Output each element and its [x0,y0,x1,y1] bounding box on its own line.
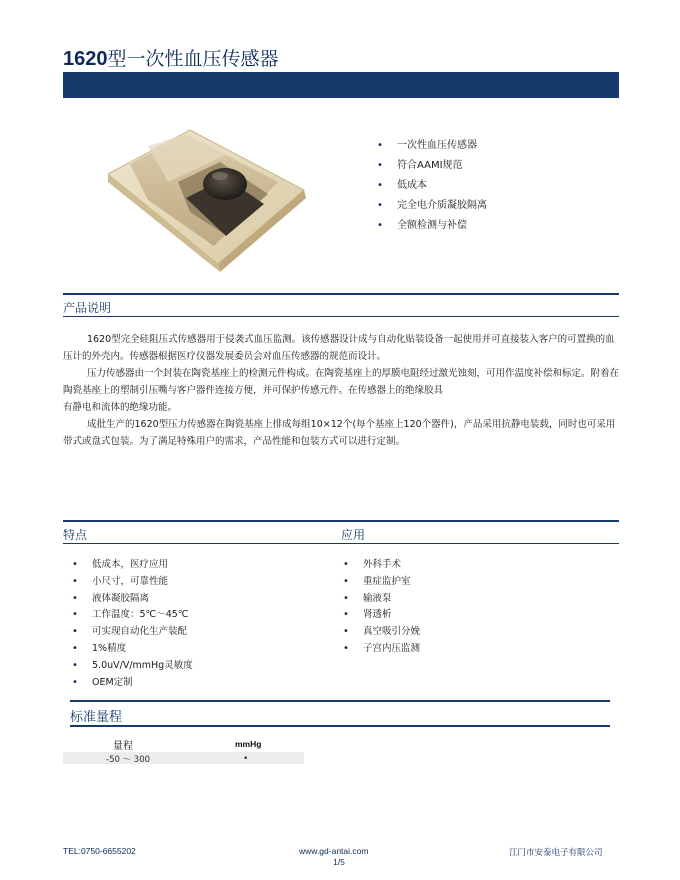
list-item: • 小尺寸，可靠性能 [70,574,193,591]
bullet-icon: • [343,609,349,621]
section-underline [70,725,610,727]
list-item: • 低成本 [375,176,487,196]
bullet-icon: • [343,642,349,654]
section-rule [63,520,619,522]
list-item: • 可实现自动化生产装配 [70,624,193,641]
list-item: • 肾透析 [341,607,420,624]
footer-tel: TEL:0750-6655202 [63,846,136,856]
list-item: • 完全电介质凝胶隔离 [375,196,487,216]
list-item: • 输液泵 [341,591,420,608]
product-photo [108,112,308,274]
description-body [63,331,619,450]
bullet-icon: • [343,626,349,638]
page-number: 1/5 [333,857,345,867]
footer-company: 江门市安泰电子有限公司 [509,848,603,858]
bullet-icon: • [72,642,78,654]
description-paragraph: 1620型完全硅阻压式传感器用于侵袭式血压监测。该传感器设计成与自动化贴装设备一起使用并可直接装入客户的可置换的血压计的外壳内。传感器根据医疗仪器发展委员会对血压传感器的规范而设计。 [63,334,615,362]
title-number: 1620 [63,48,108,70]
bullet-icon: • [72,676,78,688]
list-item: • 低成本，医疗应用 [70,557,193,574]
range-mark: • [243,754,249,764]
title-banner-bar [63,72,619,98]
features-list [70,557,193,691]
bullet-icon: • [377,140,383,151]
bullet-icon: • [72,559,78,570]
bullet-icon: • [343,575,349,587]
bullet-icon: • [72,592,78,604]
bullet-icon: • [72,609,78,621]
features-heading: 特点 [63,528,88,542]
list-item: • 1%精度 [70,641,193,658]
list-item: • 液体凝胶隔离 [70,591,193,608]
section-underline [63,543,619,544]
page-title [63,44,279,71]
list-item: • 工作温度：5℃～45℃ [70,607,193,624]
table-row [63,752,304,764]
bullet-icon: • [377,220,383,231]
list-item: • 符合AAMI规范 [375,156,487,176]
list-item: • 5.0uV/V/mmHg灵敏度 [70,658,193,675]
section-rule [63,293,619,295]
list-item: • 一次性血压传感器 [375,136,487,156]
bullet-icon: • [377,160,383,171]
top-bullet-list [375,136,487,236]
applications-heading: 应用 [341,528,366,542]
range-column-header: 量程 [113,741,133,752]
section-underline [63,316,619,317]
bullet-icon: • [72,575,78,587]
bullet-icon: • [377,180,383,191]
title-text: 型一次性血压传感器 [107,48,279,70]
list-item: • OEM定制 [70,675,193,692]
list-item: • 全额检测与补偿 [375,216,487,236]
bullet-icon: • [72,626,78,638]
standard-range-heading: 标准量程 [70,710,123,725]
list-item: • 真空吸引分娩 [341,624,420,641]
range-value: -50 ～ 300 [106,755,151,765]
description-heading: 产品说明 [63,301,112,315]
unit-column-header: mmHg [235,739,262,749]
bullet-icon: • [343,592,349,604]
description-paragraph: 压力传感器由一个封装在陶瓷基座上的检测元件构成。在陶瓷基座上的厚膜电阻经过激光蚀刻，可用作温度补偿和标定。附着在陶瓷基座上的塑制引压嘴与客户器件连接方便，并可保护传感元件。在传感器上的绝缘胶具 [63,368,620,396]
applications-list [341,557,420,658]
bullet-icon: • [343,559,349,570]
description-paragraph: 成批生产的1620型压力传感器在陶瓷基座上排成每组10×12个(每个基座上120个器件)，产品采用抗静电装载，同时也可采用带式或盘式包装。为了满足特殊用户的需求，产品性能和包装方式可以进行定制。 [63,419,616,447]
description-paragraph: 有静电和流体的绝缘功能。 [63,402,178,413]
footer-website[interactable]: www.gd-antai.com [299,846,369,856]
list-item: • 重症监护室 [341,574,420,591]
section-rule [70,700,610,702]
list-item: • 子宫内压监测 [341,641,420,658]
bullet-icon: • [377,200,383,211]
list-item: • 外科手术 [341,557,420,574]
bullet-icon: • [72,659,78,671]
